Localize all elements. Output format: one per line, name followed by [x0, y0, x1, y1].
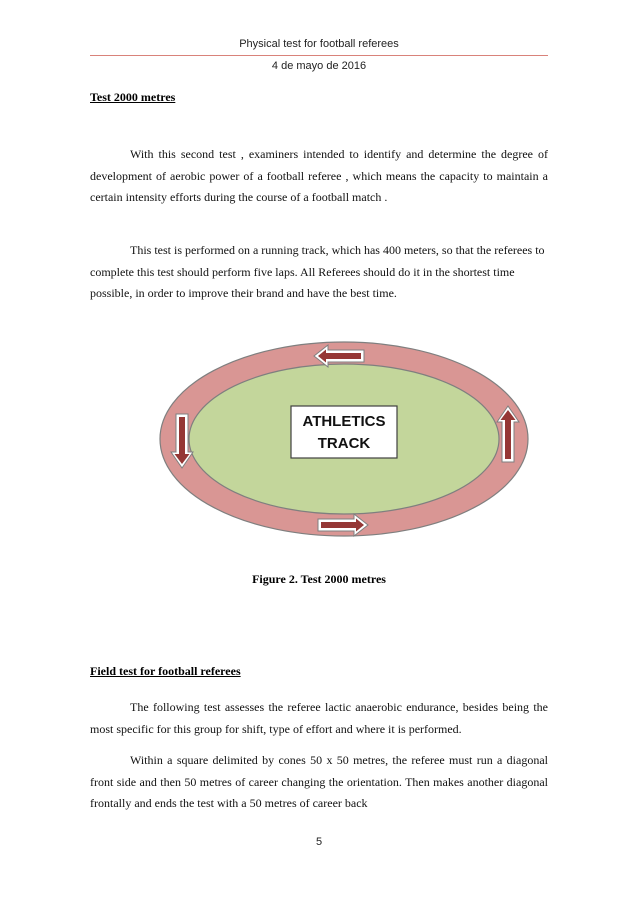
paragraph-aerobic-power: With this second test , examiners intended to identify and determine the degree of development of aerobic power of a football referee , which means the capacity to maintain a certain intensity efforts during the course of a football match .	[90, 147, 548, 204]
figure-caption: Figure 2. Test 2000 metres	[252, 572, 386, 586]
section-heading-field-test: Field test for football referees	[90, 664, 241, 678]
header-divider	[90, 55, 548, 56]
page-header-title: Physical test for football referees	[239, 38, 399, 50]
page-header-date: 4 de mayo de 2016	[271, 60, 367, 72]
section-heading-test-2000: Test 2000 metres	[90, 90, 176, 104]
track-label-line2: TRACK	[317, 435, 371, 452]
page-number: 5	[315, 836, 323, 848]
athletics-track-diagram	[158, 340, 532, 540]
athletics-track-figure	[158, 340, 532, 540]
track-label-line1: ATHLETICS	[302, 413, 386, 430]
paragraph-anaerobic-endurance: The following test assesses the referee lactic anaerobic endurance, besides being the most specific for this group for shift, type of effort and where it is performed.	[90, 700, 548, 736]
paragraph-running-track: This test is performed on a running track, which has 400 meters, so that the referees to complete this test should perform five laps. All Referees should do it in the shortest time possible, in order to improve their brand and have the best time.	[90, 243, 545, 300]
paragraph-square-cones: Within a square delimited by cones 50 x 50 metres, the referee must run a diagonal front side and then 50 metres of career changing the orientation. Then makes another diagonal frontally and ends the test with a 50 metres of career back	[90, 753, 548, 810]
